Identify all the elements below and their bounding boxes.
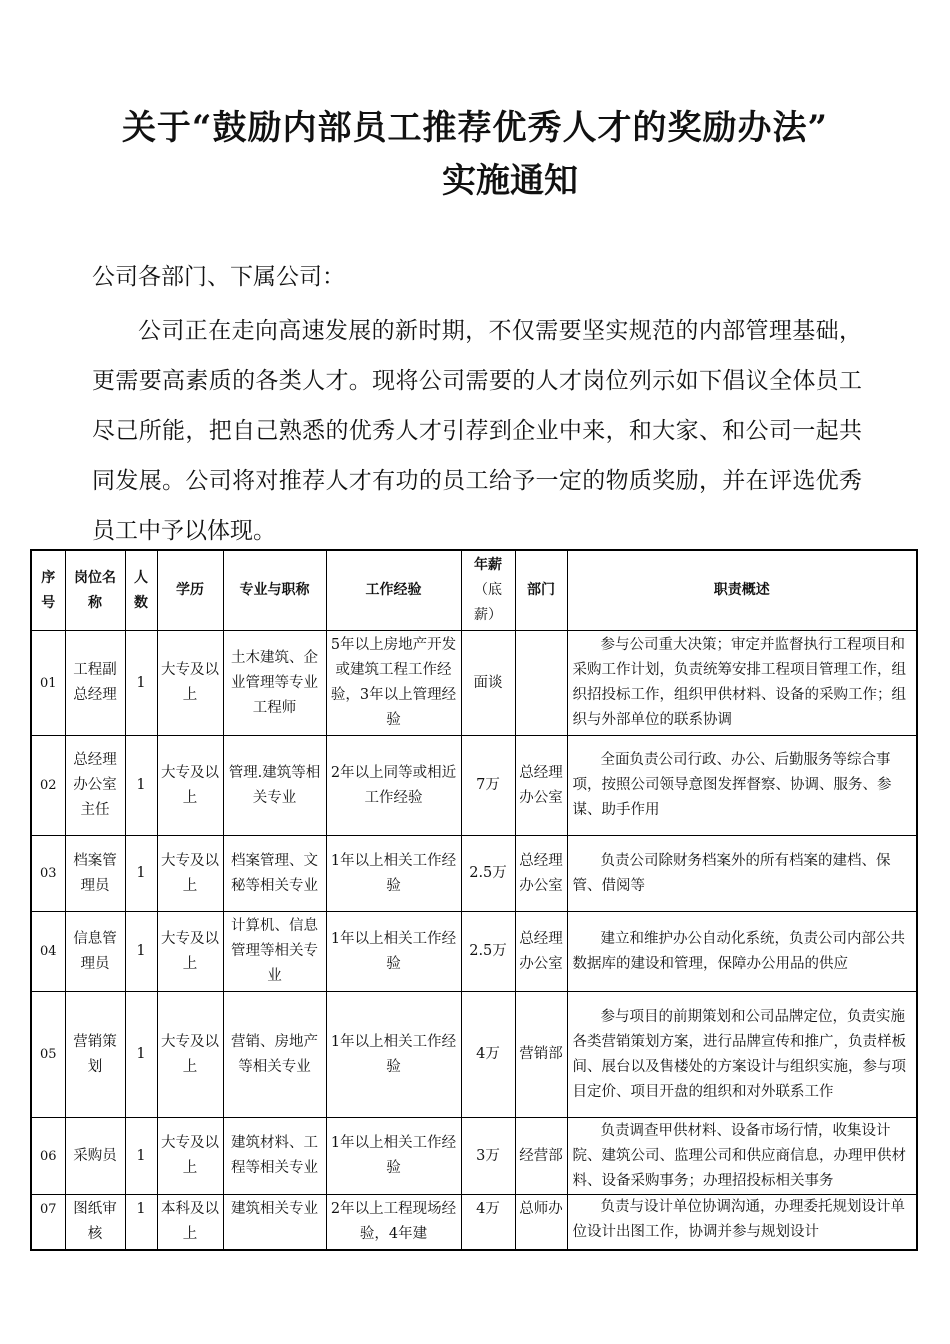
cell-education: 大专及以上 (157, 912, 223, 992)
table-row (31, 1195, 917, 1251)
cell-experience: 1年以上相关工作经验 (326, 1118, 461, 1195)
cell-post: 总经理办公室主任 (65, 736, 125, 836)
cell-post: 档案管理员 (65, 836, 125, 912)
cell-dept: 总经理办公室 (515, 912, 567, 992)
header-salary (461, 550, 515, 631)
cell-experience: 2年以上同等或相近工作经验 (326, 736, 461, 836)
cell-experience: 1年以上相关工作经验 (326, 836, 461, 912)
job-table (30, 549, 918, 1251)
table-row (31, 1118, 917, 1195)
cell-major: 营销、房地产等相关专业 (223, 992, 326, 1118)
cell-post: 工程副总经理 (65, 631, 125, 736)
header-experience: 工作经验 (326, 550, 461, 631)
cell-count: 1 (125, 631, 157, 736)
cell-experience: 1年以上相关工作经验 (326, 912, 461, 992)
cell-education-text: 本科及以上 (161, 1201, 219, 1242)
table-row (31, 912, 917, 992)
doc-title-line2: 实施通知 (442, 161, 578, 201)
cell-experience: 5年以上房地产开发或建筑工程工作经验，3年以上管理经验 (326, 631, 461, 736)
cell-count (125, 1195, 157, 1251)
cell-salary: 面谈 (461, 631, 515, 736)
cell-education: 大专及以上 (157, 736, 223, 836)
table-row (31, 631, 917, 736)
cell-dept: 经营部 (515, 1118, 567, 1195)
cell-count: 1 (125, 1118, 157, 1195)
cell-duty: 负责调查甲供材料、设备市场行情，收集设计院、建筑公司、监理公司和供应商信息，办理甲供材料、设备采购事务；办理招投标相关事务 (567, 1118, 917, 1195)
header-salary-label: 年薪 (474, 557, 502, 573)
cell-major-text: 建筑相关专业 (231, 1201, 318, 1217)
cell-major: 档案管理、文秘等相关专业 (223, 836, 326, 912)
cell-dept: 营销部 (515, 992, 567, 1118)
cell-duty: 参与项目的前期策划和公司品牌定位，负责实施各类营销策划方案，进行品牌宣传和推广，负责样板间、展台以及售楼处的方案设计与组织实施，参与项目定价、项目开盘的组织和对外联系工作 (567, 992, 917, 1118)
cell-seq: 05 (31, 992, 65, 1118)
cell-seq: 01 (31, 631, 65, 736)
cell-post: 采购员 (65, 1118, 125, 1195)
cell-major: 土木建筑、企业管理等专业工程师 (223, 631, 326, 736)
cell-experience (326, 1195, 461, 1251)
cell-dept: 总经理办公室 (515, 836, 567, 912)
cell-education: 大专及以上 (157, 1118, 223, 1195)
salutation: 公司各部门、下属公司： (92, 264, 345, 290)
cell-salary (461, 1195, 515, 1251)
cell-dept (515, 631, 567, 736)
cell-duty-text: 负责与设计单位协调沟通，办理委托规划设计单位设计出图工作，协调并参与规划设计 (572, 1199, 905, 1240)
cell-dept: 总经理办公室 (515, 736, 567, 836)
cell-seq: 04 (31, 912, 65, 992)
cell-salary: 7万 (461, 736, 515, 836)
cell-count: 1 (125, 736, 157, 836)
cell-count-text: 1 (136, 1201, 146, 1217)
cell-duty: 负责公司除财务档案外的所有档案的建档、保管、借阅等 (567, 836, 917, 912)
cell-duty (567, 1195, 917, 1251)
header-post: 岗位名称 (65, 550, 125, 631)
cell-post-text: 图纸审核 (73, 1201, 117, 1242)
cell-dept-text: 总师办 (519, 1201, 563, 1217)
header-count: 人数 (125, 550, 157, 631)
cell-experience: 1年以上相关工作经验 (326, 992, 461, 1118)
table-row (31, 836, 917, 912)
header-duty: 职责概述 (567, 550, 917, 631)
cell-seq: 03 (31, 836, 65, 912)
table-header-row (31, 550, 917, 631)
header-seq: 序号 (31, 550, 65, 631)
header-dept: 部门 (515, 550, 567, 631)
cell-salary: 2.5万 (461, 912, 515, 992)
cell-major: 计算机、信息管理等相关专业 (223, 912, 326, 992)
header-salary-note: （底薪） (474, 582, 502, 623)
cell-count: 1 (125, 836, 157, 912)
cell-dept (515, 1195, 567, 1251)
cell-seq: 02 (31, 736, 65, 836)
header-education: 学历 (157, 550, 223, 631)
cell-post: 营销策划 (65, 992, 125, 1118)
cell-duty: 参与公司重大决策；审定并监督执行工程项目和采购工作计划，负责统筹安排工程项目管理工作，组织招投标工作，组织甲供材料、设备的采购工作；组织与外部单位的联系协调 (567, 631, 917, 736)
table-row (31, 992, 917, 1118)
cell-duty: 建立和维护办公自动化系统，负责公司内部公共数据库的建设和管理，保障办公用品的供应 (567, 912, 917, 992)
doc-title-line1: 关于“鼓励内部员工推荐优秀人才的奖励办法” (121, 108, 829, 148)
cell-post: 信息管理员 (65, 912, 125, 992)
cell-seq: 06 (31, 1118, 65, 1195)
cell-seq-text: 07 (39, 1202, 57, 1217)
cell-salary: 4万 (461, 992, 515, 1118)
cell-count: 1 (125, 992, 157, 1118)
cell-count: 1 (125, 912, 157, 992)
body-paragraph: 公司正在走向高速发展的新时期，不仅需要坚实规范的内部管理基础，更需要高素质的各类人才。现将公司需要的人才岗位列示如下倡议全体员工尽己所能，把自己熟悉的优秀人才引荐到企业中来，和大家、和公司一起共同发展。公司将对推荐人才有功的员工给予一定的物质奖励，并在评选优秀员工中予以体现。 (92, 318, 862, 544)
cell-salary-text: 4万 (476, 1201, 500, 1217)
cell-education (157, 1195, 223, 1251)
cell-major: 建筑材料、工程等相关专业 (223, 1118, 326, 1195)
cell-education: 大专及以上 (157, 992, 223, 1118)
cell-major: 管理.建筑等相关专业 (223, 736, 326, 836)
cell-experience-text: 2年以上工程现场经验，4年建 (330, 1201, 457, 1242)
header-major: 专业与职称 (223, 550, 326, 631)
cell-major (223, 1195, 326, 1251)
table-row (31, 736, 917, 836)
cell-education: 大专及以上 (157, 631, 223, 736)
cell-duty: 全面负责公司行政、办公、后勤服务等综合事项，按照公司领导意图发挥督察、协调、服务、参谋、助手作用 (567, 736, 917, 836)
cell-education: 大专及以上 (157, 836, 223, 912)
cell-salary: 2.5万 (461, 836, 515, 912)
cell-salary: 3万 (461, 1118, 515, 1195)
cell-post (65, 1195, 125, 1251)
cell-seq (31, 1195, 65, 1251)
